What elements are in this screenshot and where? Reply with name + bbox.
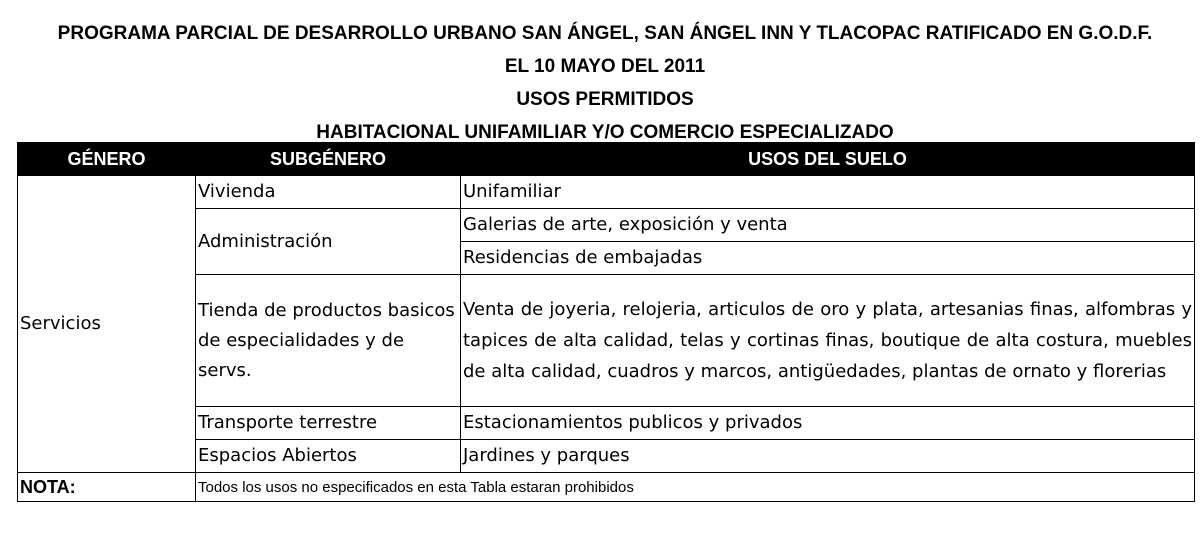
uso-cell: Estacionamientos publicos y privados <box>461 407 1195 440</box>
uso-cell: Venta de joyeria, relojeria, articulos de oro y plata, artesanias finas, alfombras y tapices de alta calidad, telas y cortinas finas, boutique de alta costura, muebles de alta calidad, cuadros y marcos, antigüedades, plantas de ornato y florerias <box>461 275 1195 407</box>
subgenero-cell: Tienda de productos basicos de especialidades y de servs. <box>196 275 461 407</box>
header-genero: GÉNERO <box>18 143 196 176</box>
land-use-table <box>17 142 1195 502</box>
title-line-1: PROGRAMA PARCIAL DE DESARROLLO URBANO SAN ÁNGEL, SAN ÁNGEL INN Y TLACOPAC RATIFICADO EN G.O.D.F. <box>57 23 1153 44</box>
uso-cell: Unifamiliar <box>461 176 1195 209</box>
table-header-row <box>18 143 1195 176</box>
uso-cell: Jardines y parques <box>461 440 1195 473</box>
uso-cell: Galerias de arte, exposición y venta <box>461 209 1195 242</box>
title-line-3: USOS PERMITIDOS <box>516 89 694 110</box>
title-line-2: EL 10 MAYO DEL 2011 <box>504 56 706 77</box>
subgenero-cell: Espacios Abiertos <box>196 440 461 473</box>
document-heading <box>0 17 1200 149</box>
uso-cell: Residencias de embajadas <box>461 242 1195 275</box>
header-usos-del-suelo: USOS DEL SUELO <box>461 143 1195 176</box>
note-row <box>18 473 1195 502</box>
subgenero-cell: Administración <box>196 209 461 275</box>
subgenero-cell: Transporte terrestre <box>196 407 461 440</box>
header-subgenero: SUBGÉNERO <box>196 143 461 176</box>
title-line-4: HABITACIONAL UNIFAMILIAR Y/O COMERCIO ESPECIALIZADO <box>316 122 894 143</box>
genero-cell: Servicios <box>18 176 196 473</box>
note-text: Todos los usos no especificados en esta Tabla estaran prohibidos <box>196 473 1195 502</box>
table-row <box>18 176 1195 209</box>
note-label: NOTA: <box>18 473 196 502</box>
subgenero-cell: Vivienda <box>196 176 461 209</box>
